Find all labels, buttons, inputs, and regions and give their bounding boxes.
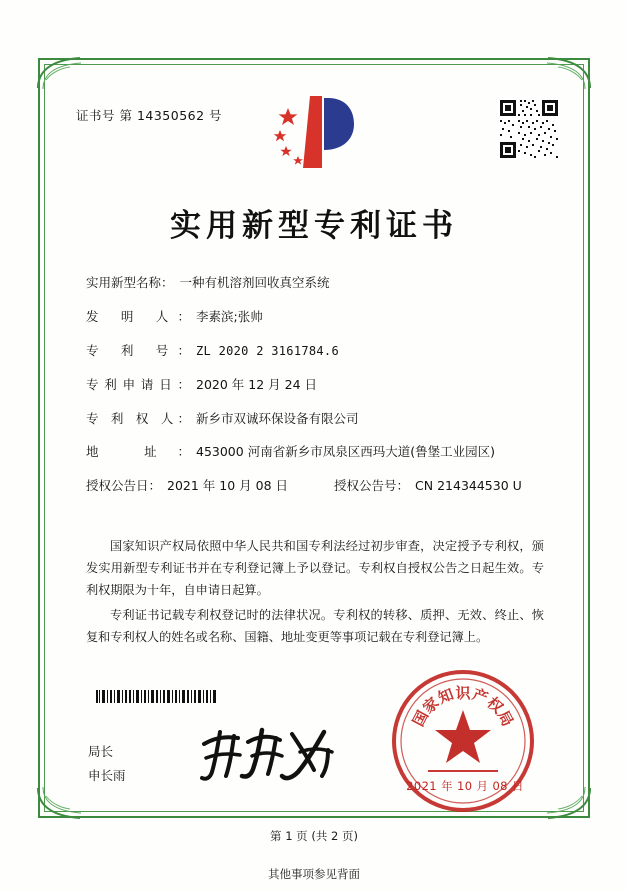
footer-note: 其他事项参见背面 (268, 867, 360, 881)
body-paragraphs (86, 535, 544, 650)
field-label: 地 址： (86, 444, 190, 460)
handwritten-signature-icon (196, 724, 346, 784)
corner-ornament-icon (546, 786, 592, 820)
field-row (86, 377, 556, 394)
field-value: 453000 河南省新乡市凤泉区西玛大道(鲁堡工业园区) (196, 444, 495, 460)
grant-date-value: 2021 年 10 月 08 日 (167, 478, 289, 494)
svg-text:国: 国 (409, 707, 433, 730)
field-value: 2020 年 12 月 24 日 (196, 376, 317, 392)
svg-text:知: 知 (435, 685, 457, 708)
field-value: 李素滨;张帅 (196, 308, 263, 324)
seal-date: 2021 年 10 月 08 日 (406, 779, 524, 793)
signature-labels (88, 740, 126, 788)
certificate-number: 证书号 第 14350562 号 (76, 108, 223, 123)
corner-ornament-icon (36, 786, 82, 820)
paragraph: 国家知识产权局依照中华人民共和国专利法经过初步审查，决定授予专利权，颁发实用新型专利证书并在专利登记簿上予以登记。专利权自授权公告之日起生效。专利权期限为十年，自申请日起算。 (86, 539, 544, 598)
corner-ornament-icon (546, 56, 592, 90)
grant-number-label: 授权公告号： (334, 478, 410, 494)
page-title: 实用新型专利证书 (170, 208, 458, 244)
grant-number-value: CN 214344530 U (415, 478, 522, 494)
director-name-label: 申长雨 (88, 767, 126, 783)
field-label: 专利申请日： (86, 376, 190, 392)
svg-text:权: 权 (483, 693, 507, 718)
svg-text:局: 局 (493, 707, 517, 730)
field-row (86, 275, 556, 292)
barcode-icon (96, 688, 218, 701)
svg-text:识: 识 (455, 684, 471, 702)
field-value: ZL 2020 2 3161784.6 (196, 343, 339, 358)
qr-code-icon (498, 98, 560, 160)
field-row (86, 444, 556, 461)
field-value: 新乡市双诚环保设备有限公司 (196, 410, 359, 426)
field-row (86, 411, 556, 428)
director-title-label: 局长 (88, 744, 114, 759)
field-label: 专 利 权 人： (86, 410, 190, 426)
field-value: 一种有机溶剂回收真空系统 (179, 275, 330, 290)
field-row (86, 343, 556, 360)
svg-text:产: 产 (469, 685, 491, 708)
field-label: 实用新型名称： (86, 275, 174, 290)
field-row (86, 309, 556, 326)
field-label: 发 明 人： (86, 308, 190, 324)
field-label: 专 利 号： (86, 342, 190, 358)
field-list (86, 275, 556, 512)
cnipa-logo-icon (270, 92, 366, 174)
page-indicator: 第 1 页 (共 2 页) (270, 829, 358, 843)
corner-ornament-icon (36, 56, 82, 90)
paragraph: 专利证书记载专利权登记时的法律状况。专利权的转移、质押、无效、终止、恢复和专利权人的姓名或名称、国籍、地址变更等事项记载在专利登记簿上。 (86, 607, 544, 644)
grant-date-label: 授权公告日： (86, 478, 162, 494)
field-row-grant (86, 478, 556, 495)
svg-text:家: 家 (419, 693, 443, 718)
